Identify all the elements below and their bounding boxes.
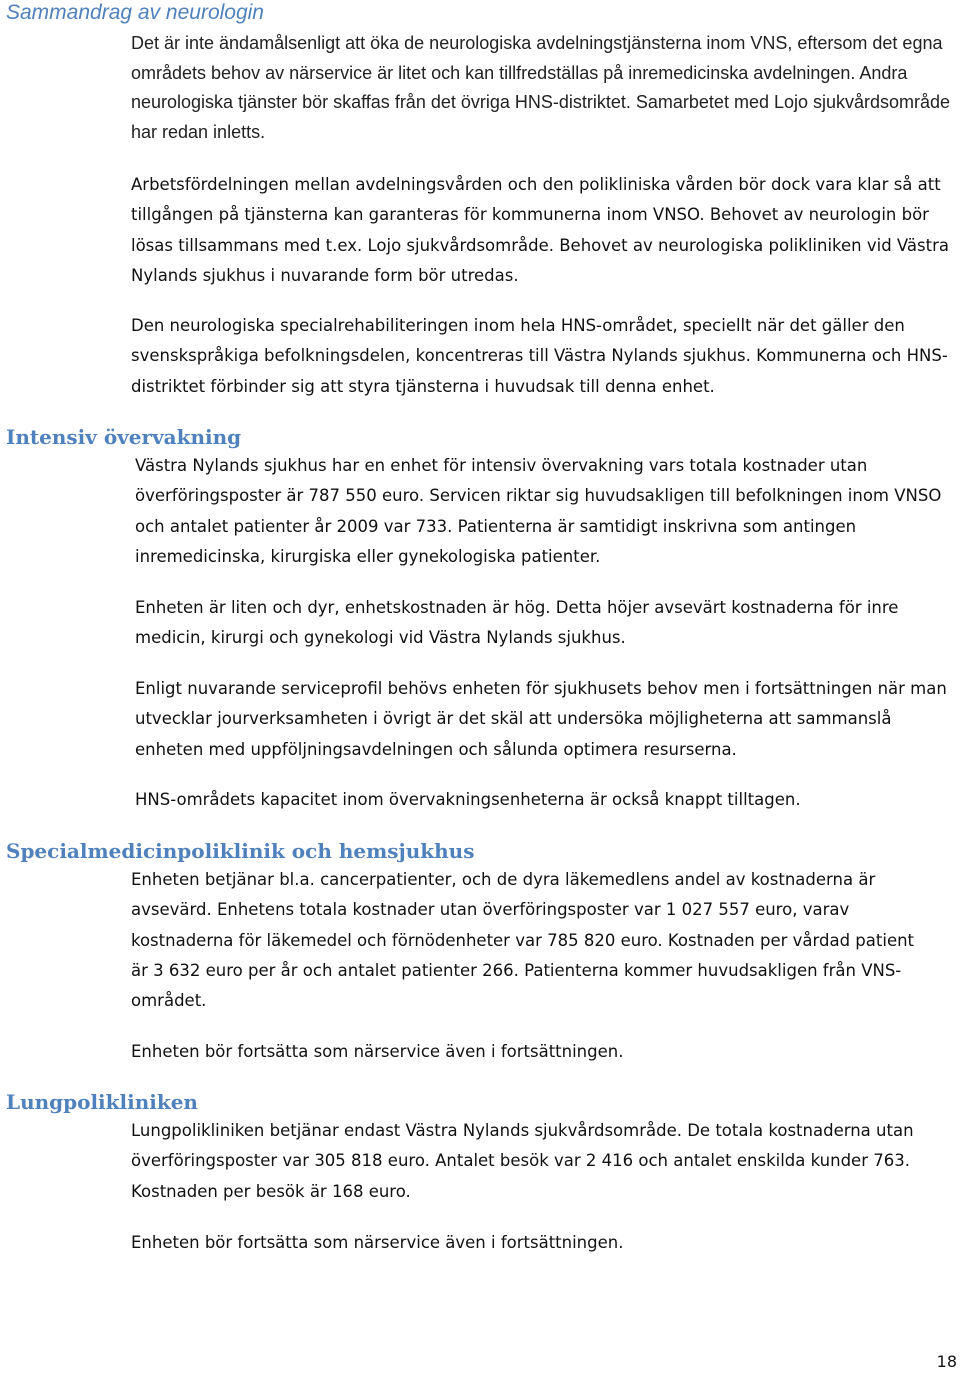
paragraph-neurologi-avdelning: Det är inte ändamålsenligt att öka de neurologiska avdelningstjänsterna inom VNS, eftersom det egna områdets behov av närservice är litet och kan tillfredställas på inremedicinska avdelningen. Andra neurologiska tjänster bör skaffas från det övriga HNS-distriktet. Samarbetet med Lojo sjukvårdsområde har redan inletts. [131,33,951,142]
paragraph-serviceprofil: Enligt nuvarande serviceprofil behövs enheten för sjukhusets behov men i fortsättningen när man utvecklar jourverksamheten i övrigt är det skäl att undersöka möjligheterna att sammanslå enheten med uppföljningsavdelningen och sålunda optimera resurserna. [135,679,947,759]
section-heading-lungpolikliniken: Lungpolikliniken [6,1090,198,1114]
paragraph-specialrehabilitering: Den neurologiska specialrehabiliteringen inom hela HNS-området, speciellt när det gäller den svenskspråkiga befolkningsdelen, koncentreras till Västra Nylands sjukhus. Kommunerna och HNS-distriktet förbinder sig att styra tjänsterna i huvudsak till denna enhet. [131,316,948,396]
paragraph-lungpoliklinik-kostnader: Lungpolikliniken betjänar endast Västra Nylands sjukvårdsområde. De totala kostnaderna utan överföringsposter var 305 818 euro. Antalet besök var 2 416 och antalet enskilda kunder 763. Kostnaden per besök är 168 euro. [131,1121,914,1201]
section-heading-sammandrag-av-neurologin: Sammandrag av neurologin [6,1,264,24]
paragraph-arbetsfordelning: Arbetsfördelningen mellan avdelningsvården och den polikliniska vården bör dock vara klar så att tillgången på tjänsterna kan garanteras för kommunerna inom VNSO. Behovet av neurologin bör lösas tillsammans med t.ex. Lojo sjukvårdsområde. Behovet av neurologiska polikliniken vid Västra Nylands sjukhus i nuvarande form bör utredas. [131,175,949,285]
page-number: 18 [936,1352,957,1371]
section-heading-intensiv-overvakning: Intensiv övervakning [6,425,242,449]
paragraph-specialmedicin-narservice: Enheten bör fortsätta som närservice även i fortsättningen. [131,1042,624,1061]
section-heading-specialmedicinpoliklinik: Specialmedicinpoliklinik och hemsjukhus [6,839,475,863]
paragraph-specialmedicin-kostnader: Enheten betjänar bl.a. cancerpatienter, och de dyra läkemedlens andel av kostnaderna är avsevärd. Enhetens totala kostnader utan överföringsposter var 1 027 557 euro, varav kostnaderna för läkemedel och förnödenheter var 785 820 euro. Kostnaden per vårdad patient är 3 632 euro per år och antalet patienter 266. Patienterna kommer huvudsakligen från VNS-området. [131,870,915,1011]
paragraph-enhet-intensiv-overvakning: Västra Nylands sjukhus har en enhet för intensiv övervakning vars totala kostnader utan överföringsposter är 787 550 euro. Servicen riktar sig huvudsakligen till befolkningen inom VNSO och antalet patienter år 2009 var 733. Patienterna är samtidigt inskrivna som antingen inremedicinska, kirurgiska eller gynekologiska patienter. [135,456,942,566]
paragraph-lungpoliklinik-narservice: Enheten bör fortsätta som närservice även i fortsättningen. [131,1233,624,1252]
paragraph-hns-kapacitet: HNS-områdets kapacitet inom övervakningsenheterna är också knappt tilltagen. [135,790,801,809]
paragraph-enhetskostnad: Enheten är liten och dyr, enhetskostnaden är hög. Detta höjer avsevärt kostnaderna för inre medicin, kirurgi och gynekologi vid Västra Nylands sjukhus. [135,598,899,648]
